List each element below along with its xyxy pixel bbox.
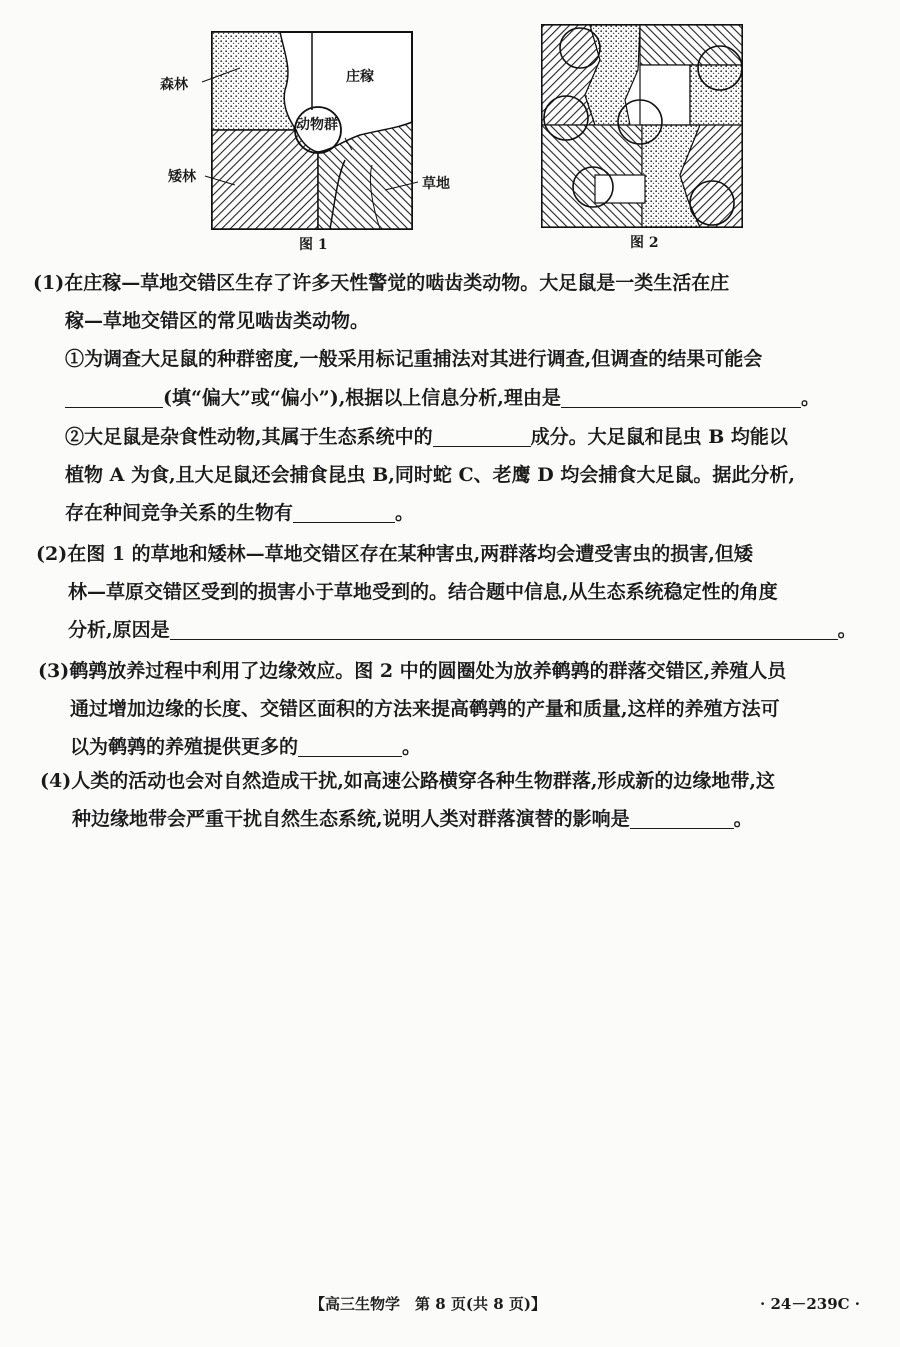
shrub-region [212,130,318,229]
figure1-caption: 图 1 [299,237,328,253]
answer-blank[interactable] [561,387,801,408]
q1-sub1-line1: ①为调查大足鼠的种群密度,一般采用标记重捕法对其进行调查,但调查的结果可能会 [65,348,763,370]
q2-line3: 分析,原因是 。 [68,619,857,641]
label-grass: 草地 [422,176,450,192]
answer-blank[interactable] [293,502,395,523]
q1-sub2-line1: ②大足鼠是杂食性动物,其属于生态系统中的 成分。大足鼠和昆虫 B 均能以 [65,426,788,448]
footer-code: · 24－239C · [760,1295,861,1313]
q2-line1: (2)在图 1 的草地和矮林—草地交错区存在某种害虫,两群落均会遭受害虫的损害,但矮 [36,543,753,565]
label-animals: 动物群 [296,117,338,133]
answer-blank[interactable] [170,619,838,640]
q4-line2: 种边缘地带会严重干扰自然生态系统,说明人类对群落演替的影响是 。 [72,808,753,830]
q1-sub1-line2: (填“偏大”或“偏小”),根据以上信息分析,理由是 。 [65,383,820,410]
q4-line1: (4)人类的活动也会对自然造成干扰,如高速公路横穿各种生物群落,形成新的边缘地带,这 [40,770,776,792]
label-crops: 庄稼 [346,69,374,85]
q3-line2: 通过增加边缘的长度、交错区面积的方法来提高鹌鹑的产量和质量,这样的养殖方法可 [70,698,780,720]
figures-area [0,0,900,260]
answer-blank[interactable] [433,426,531,447]
q3-line1: (3)鹌鹑放养过程中利用了边缘效应。图 2 中的圆圈处为放养鹌鹑的群落交错区,养殖人员 [38,660,787,682]
figure2-caption: 图 2 [630,235,659,251]
answer-blank[interactable] [630,808,734,829]
q1-sub2-line3: 存在种间竞争关系的生物有 。 [65,502,415,524]
answer-blank[interactable] [65,387,163,408]
label-forest: 森林 [160,77,188,93]
footer-page-info: 【高三生物学 第 8 页(共 8 页)】 [310,1295,546,1313]
q1-sub2-line2: 植物 A 为食,且大足鼠还会捕食昆虫 B,同时蛇 C、老鹰 D 均会捕食大足鼠。据此分析, [65,464,795,486]
figures-svg [0,0,900,260]
q1-line2: 稼—草地交错区的常见啮齿类动物。 [65,310,370,332]
q1-line1: (1)在庄稼—草地交错区生存了许多天性警觉的啮齿类动物。大足鼠是一类生活在庄 [33,272,730,294]
q3-line3: 以为鹌鹑的养殖提供更多的 。 [70,736,422,758]
label-shrub: 矮林 [168,169,196,185]
q2-line2: 林—草原交错区受到的损害小于草地受到的。结合题中信息,从生态系统稳定性的角度 [68,581,778,603]
figure2-diagram [542,25,742,227]
forest-region [212,32,296,130]
answer-blank[interactable] [298,736,402,757]
